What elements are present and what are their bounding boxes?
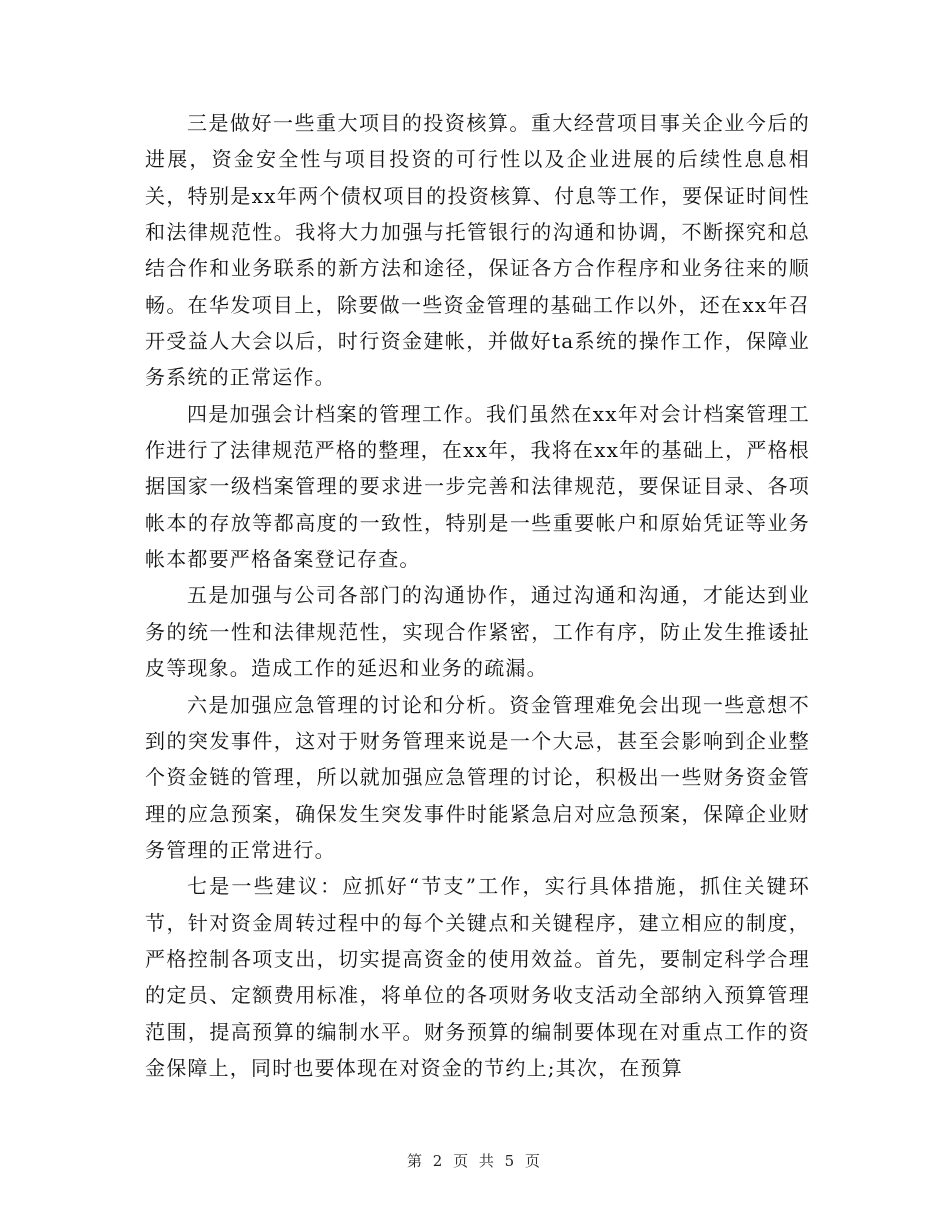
paragraph-seven: 七是一些建议：应抓好“节支”工作，实行具体措施，抓住关键环节，针对资金周转过程中的每个关键点和关键程序，建立相应的制度，严格控制各项支出，切实提高资金的使用效益。首先，要制定科学合理的定员、定额费用标准，将单位的各项财务收支活动全部纳入预算管理范围，提高预算的编制水平。财务预算的编制要体现在对重点工作的资金保障上，同时也要体现在对资金的节约上;其次，在预算 <box>145 874 810 1080</box>
paragraph-three: 三是做好一些重大项目的投资核算。重大经营项目事关企业今后的进展，资金安全性与项目投资的可行性以及企业进展的后续性息息相关，特别是xx年两个债权项目的投资核算、付息等工作，要保证时间性和法律规范性。我将大力加强与托管银行的沟通和协调，不断探究和总结合作和业务联系的新方法和途径，保证各方合作程序和业务往来的顺畅。在华发项目上，除要做一些资金管理的基础工作以外，还在xx年召开受益人大会以后，时行资金建帐，并做好ta系统的操作工作，保障业务系统的正常运作。 <box>145 111 810 390</box>
paragraph-six: 六是加强应急管理的讨论和分析。资金管理难免会出现一些意想不到的突发事件，这对于财务管理来说是一个大忌，甚至会影响到企业整个资金链的管理，所以就加强应急管理的讨论，积极出一些财务资金管理的应急预案，确保发生突发事件时能紧急启对应急预案，保障企业财务管理的正常进行。 <box>145 692 810 862</box>
page-number-footer: 第 2 页 共 5 页 <box>407 1152 543 1170</box>
paragraph-four: 四是加强会计档案的管理工作。我们虽然在xx年对会计档案管理工作进行了法律规范严格的整理，在xx年，我将在xx年的基础上，严格根据国家一级档案管理的要求进一步完善和法律规范，要保证目录、各项帐本的存放等都高度的一致性，特别是一些重要帐户和原始凭证等业务帐本都要严格备案登记存查。 <box>145 401 810 572</box>
paragraph-five: 五是加强与公司各部门的沟通协作，通过沟通和沟通，才能达到业务的统一性和法律规范性，实现合作紧密，工作有序，防止发生推诿扯皮等现象。造成工作的延迟和业务的疏漏。 <box>145 583 810 681</box>
document-body <box>145 105 810 1086</box>
